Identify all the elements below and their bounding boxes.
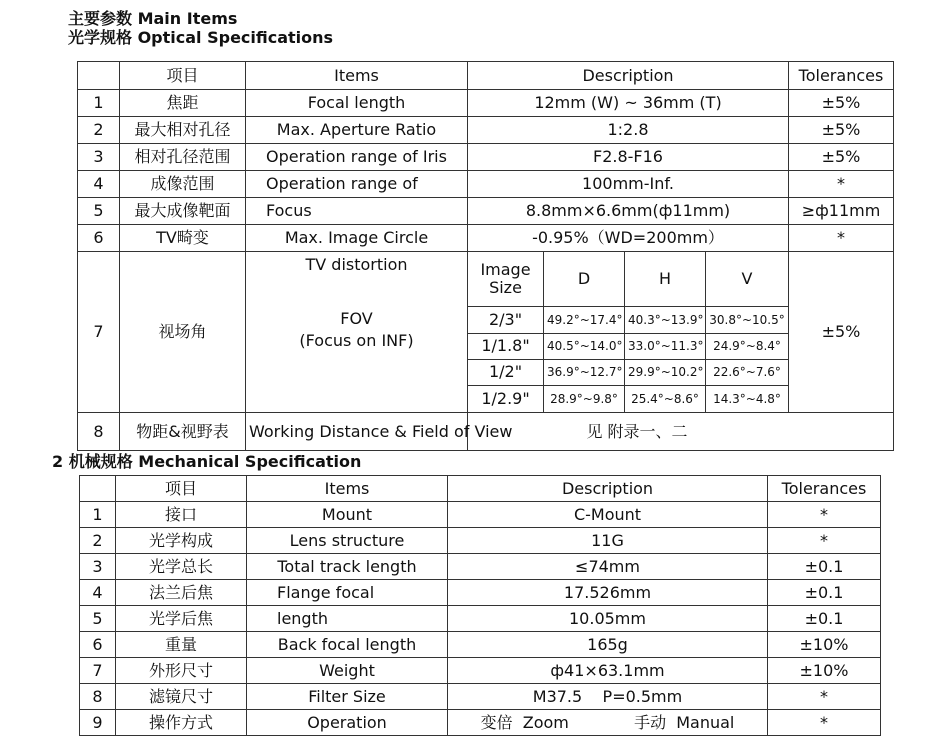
item-cn: 光学构成 — [116, 528, 247, 554]
header-item-en: Items — [247, 476, 448, 502]
image-size-label-line1: Image — [480, 260, 531, 280]
header-item-en: Items — [246, 62, 468, 90]
fov-v: 30.8°~10.5° — [706, 307, 789, 333]
fov-size: 1/2" — [468, 359, 544, 385]
item-cn: 接口 — [116, 502, 247, 528]
tolerance: ±5% — [789, 90, 894, 117]
item-cn: 滤镜尺寸 — [116, 684, 247, 710]
item-cn: 焦距 — [120, 90, 246, 117]
tolerance: ±10% — [768, 632, 881, 658]
description: ф41×63.1mm — [448, 658, 768, 684]
header-item-cn: 项目 — [120, 62, 246, 90]
header-tolerances: Tolerances — [789, 62, 894, 90]
description: 17.526mm — [448, 580, 768, 606]
item-cn: 光学后焦 — [116, 606, 247, 632]
row-no: 5 — [80, 606, 116, 632]
fov-d: 40.5°~14.0° — [544, 333, 625, 359]
fov-d: 28.9°~9.8° — [544, 385, 625, 412]
row-no: 8 — [80, 684, 116, 710]
fov-header-row — [78, 252, 894, 307]
item-cn: 光学总长 — [116, 554, 247, 580]
fov-col-h: H — [625, 252, 706, 307]
description: M37.5 P=0.5mm — [448, 684, 768, 710]
fov-item-en — [246, 252, 468, 413]
table-row — [80, 554, 881, 580]
optical-spec-table — [77, 61, 894, 451]
tolerance: * — [768, 684, 881, 710]
row-no: 9 — [80, 710, 116, 736]
description: 见 附录一、二 — [468, 413, 894, 451]
fov-h: 25.4°~8.6° — [625, 385, 706, 412]
item-en: Focus — [246, 198, 468, 225]
fov-tolerance: ±5% — [789, 252, 894, 413]
tolerance: ±5% — [789, 144, 894, 171]
item-en: Flange focal — [247, 580, 448, 606]
operation-zoom: 变倍 Zoom — [480, 712, 569, 732]
item-en: Operation range of — [246, 171, 468, 198]
table-row — [78, 171, 894, 198]
header-description: Description — [448, 476, 768, 502]
fov-v: 24.9°~8.4° — [706, 333, 789, 359]
table-row — [78, 225, 894, 252]
item-cn: 重量 — [116, 632, 247, 658]
row-no: 7 — [80, 658, 116, 684]
description: 11G — [448, 528, 768, 554]
table-row — [78, 117, 894, 144]
item-cn: 视场角 — [120, 252, 246, 413]
fov-size: 1/2.9" — [468, 385, 544, 412]
mechanical-header-row — [80, 476, 881, 502]
optical-header-row — [78, 62, 894, 90]
fov-v: 14.3°~4.8° — [706, 385, 789, 412]
table-row — [80, 684, 881, 710]
tolerance: ±0.1 — [768, 554, 881, 580]
row-no: 4 — [78, 171, 120, 198]
description — [448, 710, 768, 736]
table-row — [80, 632, 881, 658]
description: 1:2.8 — [468, 117, 789, 144]
row-no: 5 — [78, 198, 120, 225]
item-en: Max. Aperture Ratio — [246, 117, 468, 144]
row-no: 1 — [80, 502, 116, 528]
row-no: 1 — [78, 90, 120, 117]
header-no — [80, 476, 116, 502]
fov-h: 33.0°~11.3° — [625, 333, 706, 359]
header-item-cn: 项目 — [116, 476, 247, 502]
fov-h: 29.9°~10.2° — [625, 359, 706, 385]
mechanical-spec-heading: 2 机械规格 Mechanical Specification — [52, 452, 362, 471]
header-description: Description — [468, 62, 789, 90]
row-no: 6 — [80, 632, 116, 658]
fov-col-v: V — [706, 252, 789, 307]
tolerance: ±5% — [789, 117, 894, 144]
item-en: Operation — [247, 710, 448, 736]
item-en: Back focal length — [247, 632, 448, 658]
table-row — [78, 144, 894, 171]
item-en: Operation range of Iris — [246, 144, 468, 171]
item-cn: 法兰后焦 — [116, 580, 247, 606]
tv-distortion-label: TV distortion — [305, 255, 408, 274]
row-no: 3 — [78, 144, 120, 171]
tolerance: * — [768, 710, 881, 736]
row-no: 8 — [78, 413, 120, 451]
table-row — [80, 580, 881, 606]
item-en: Focal length — [246, 90, 468, 117]
tolerance: ±10% — [768, 658, 881, 684]
description: 12mm (W) ~ 36mm (T) — [468, 90, 789, 117]
fov-size: 1/1.8" — [468, 333, 544, 359]
description: 100mm-Inf. — [468, 171, 789, 198]
tolerance: * — [789, 171, 894, 198]
tolerance: * — [768, 528, 881, 554]
description: ≤74mm — [448, 554, 768, 580]
item-en: Total track length — [247, 554, 448, 580]
item-cn: 操作方式 — [116, 710, 247, 736]
description: 8.8mm×6.6mm(ф11mm) — [468, 198, 789, 225]
table-row — [78, 198, 894, 225]
fov-col-d: D — [544, 252, 625, 307]
description: -0.95%（WD=200mm） — [468, 225, 789, 252]
item-cn: 物距&视野表 — [120, 413, 246, 451]
row-no: 6 — [78, 225, 120, 252]
row-no: 2 — [78, 117, 120, 144]
table-row — [80, 528, 881, 554]
description: C-Mount — [448, 502, 768, 528]
header-tolerances: Tolerances — [768, 476, 881, 502]
description: 10.05mm — [448, 606, 768, 632]
main-items-heading: 主要参数 Main Items — [68, 9, 238, 28]
fov-label: FOV — [340, 309, 373, 328]
optical-spec-heading: 光学规格 Optical Specifications — [68, 28, 334, 47]
item-en: length — [247, 606, 448, 632]
row-no: 3 — [80, 554, 116, 580]
image-size-label-line2: Size — [489, 278, 522, 298]
header-no — [78, 62, 120, 90]
operation-manual: 手动 Manual — [634, 712, 735, 732]
tolerance: * — [768, 502, 881, 528]
fov-focus-label: (Focus on INF) — [299, 331, 414, 350]
table-row — [80, 658, 881, 684]
fov-d: 49.2°~17.4° — [544, 307, 625, 333]
item-en: Weight — [247, 658, 448, 684]
fov-size: 2/3" — [468, 307, 544, 333]
table-row — [80, 710, 881, 736]
item-en: Max. Image Circle — [246, 225, 468, 252]
tolerance: ±0.1 — [768, 580, 881, 606]
row-no: 7 — [78, 252, 120, 413]
description: F2.8-F16 — [468, 144, 789, 171]
fov-v: 22.6°~7.6° — [706, 359, 789, 385]
item-cn: TV畸变 — [120, 225, 246, 252]
item-cn: 最大相对孔径 — [120, 117, 246, 144]
item-cn: 外形尺寸 — [116, 658, 247, 684]
mechanical-spec-table — [79, 475, 881, 736]
tolerance: * — [789, 225, 894, 252]
item-cn: 成像范围 — [120, 171, 246, 198]
fov-d: 36.9°~12.7° — [544, 359, 625, 385]
item-en: Mount — [247, 502, 448, 528]
table-row — [80, 606, 881, 632]
item-en: Filter Size — [247, 684, 448, 710]
item-en: Working Distance & Field of View — [246, 413, 468, 451]
item-cn: 相对孔径范围 — [120, 144, 246, 171]
description: 165g — [448, 632, 768, 658]
fov-col-image-size — [468, 252, 544, 307]
row-no: 4 — [80, 580, 116, 606]
table-row — [78, 413, 894, 451]
row-no: 2 — [80, 528, 116, 554]
table-row — [80, 502, 881, 528]
fov-h: 40.3°~13.9° — [625, 307, 706, 333]
tolerance: ≥ф11mm — [789, 198, 894, 225]
tolerance: ±0.1 — [768, 606, 881, 632]
item-en: Lens structure — [247, 528, 448, 554]
item-cn: 最大成像靶面 — [120, 198, 246, 225]
table-row — [78, 90, 894, 117]
